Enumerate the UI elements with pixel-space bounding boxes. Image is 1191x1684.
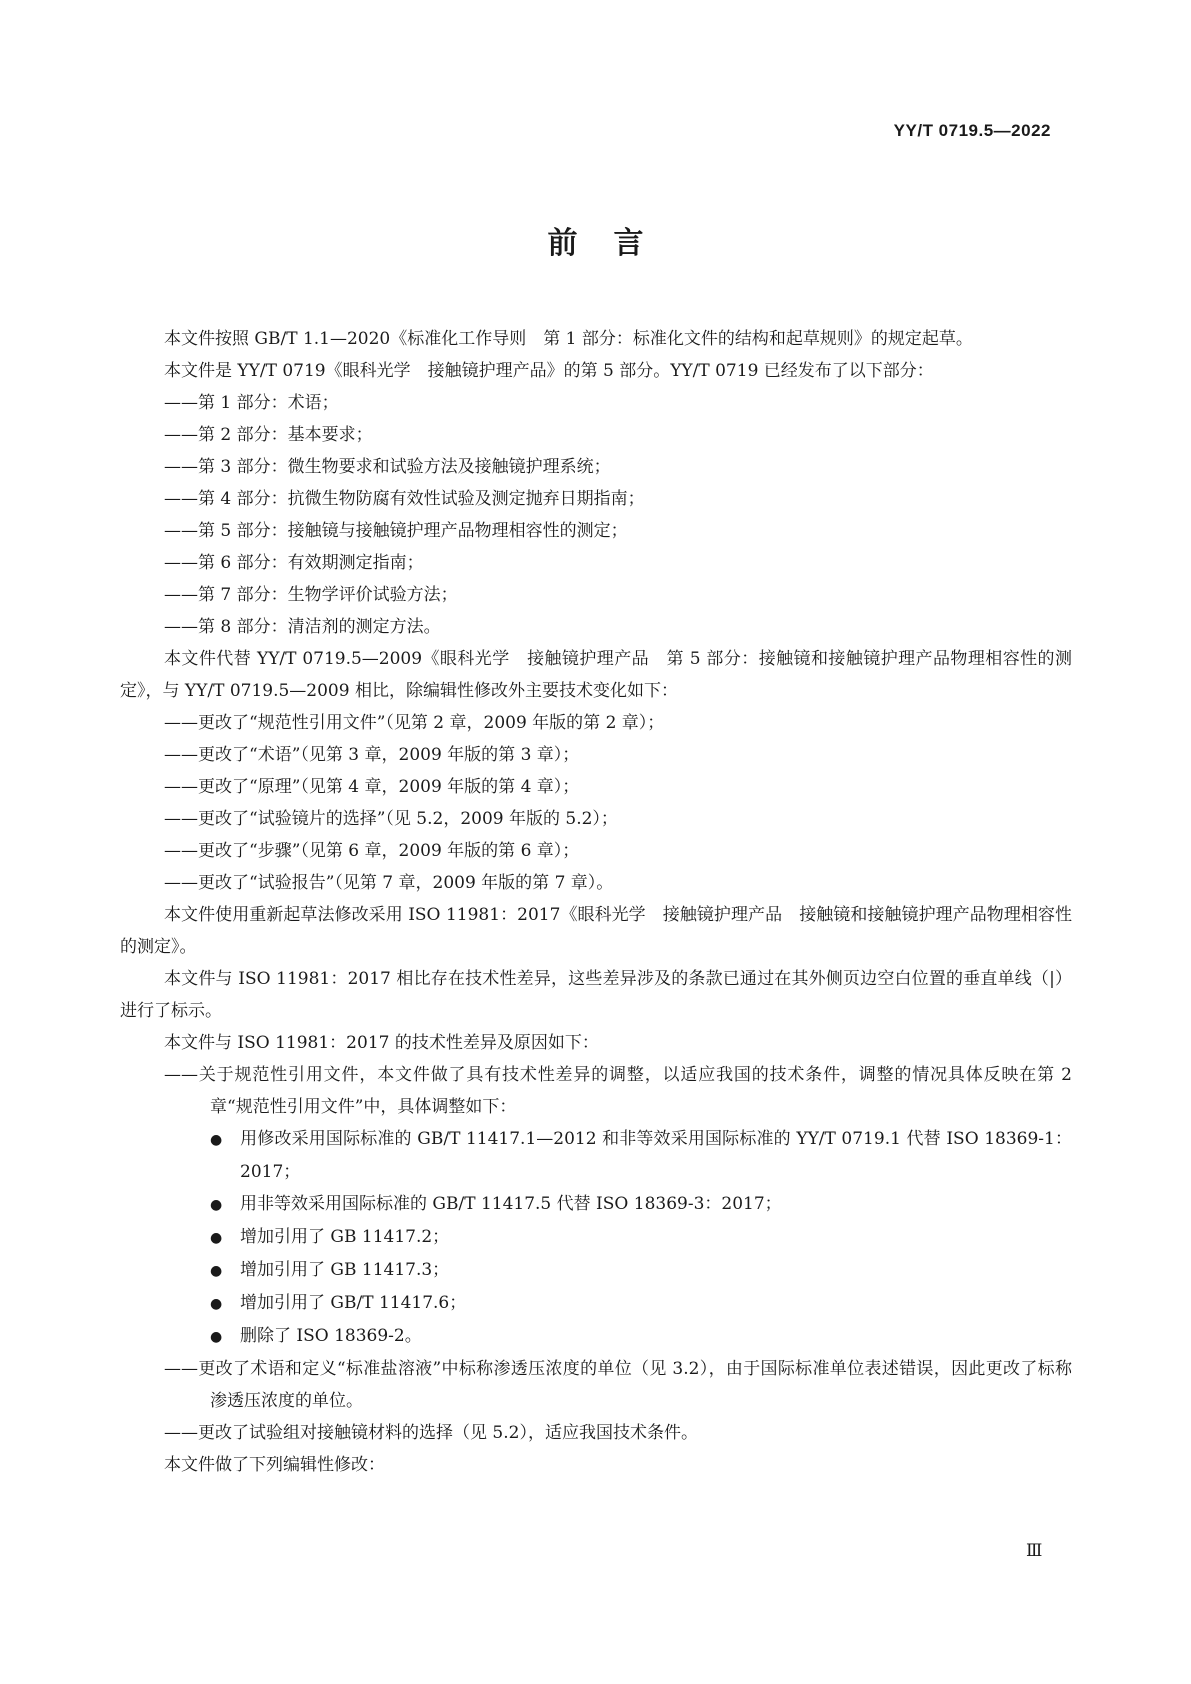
paragraph-replacement: 本文件代替 YY/T 0719.5—2009《眼科光学 接触镜护理产品 第 5 部分：接触镜和接触镜护理产品物理相容性的测定》，与 YY/T 0719.5—2009 相比，除编辑性修改外主要技术变化如下： bbox=[120, 649, 1072, 701]
paragraph-adoption: 本文件使用重新起草法修改采用 ISO 11981：2017《眼科光学 接触镜护理产品 接触镜和接触镜护理产品物理相容性的测定》。 bbox=[120, 905, 1072, 957]
list-item-change: ——更改了“原理”（见第 4 章，2009 年版的第 4 章）； bbox=[164, 777, 580, 797]
list-item-difference: ——更改了术语和定义“标准盐溶液”中标称渗透压浓度的单位（见 3.2），由于国际标准单位表述错误，因此更改了标称渗透压浓度的单位。 bbox=[164, 1359, 1072, 1411]
list-item-part: ——第 1 部分：术语； bbox=[164, 393, 339, 413]
list-item-part: ——第 8 部分：清洁剂的测定方法。 bbox=[164, 617, 441, 637]
list-item-part: ——第 6 部分：有效期测定指南； bbox=[164, 553, 424, 573]
list-item-change: ——更改了“规范性引用文件”（见第 2 章，2009 年版的第 2 章）； bbox=[164, 713, 665, 733]
paragraph-differences-intro: 本文件与 ISO 11981：2017 的技术性差异及原因如下： bbox=[164, 1033, 599, 1053]
standard-code: YY/T 0719.5—2022 bbox=[893, 121, 1051, 140]
list-item-part: ——第 2 部分：基本要求； bbox=[164, 425, 373, 445]
list-item-change: ——更改了“步骤”（见第 6 章，2009 年版的第 6 章）； bbox=[164, 841, 580, 861]
paragraph-marking: 本文件与 ISO 11981：2017 相比存在技术性差异，这些差异涉及的条款已通过在其外侧页边空白位置的垂直单线（|）进行了标示。 bbox=[120, 969, 1072, 1021]
bullet-icon: ● bbox=[210, 1263, 223, 1279]
list-item-part: ——第 5 部分：接触镜与接触镜护理产品物理相容性的测定； bbox=[164, 521, 628, 541]
list-item-part: ——第 4 部分：抗微生物防腐有效性试验及测定抛弃日期指南； bbox=[164, 489, 645, 509]
list-item-difference: ——关于规范性引用文件，本文件做了具有技术性差异的调整，以适应我国的技术条件，调整的情况具体反映在第 2 章“规范性引用文件”中，具体调整如下： bbox=[164, 1065, 1072, 1117]
bullet-icon: ● bbox=[210, 1132, 223, 1148]
bullet-text: 用修改采用国际标准的 GB/T 11417.1—2012 和非等效采用国际标准的 YY/T 0719.1 代替 ISO 18369-1：2017； bbox=[240, 1129, 1072, 1182]
bullet-item bbox=[120, 1188, 1072, 1221]
bullet-item bbox=[120, 1287, 1072, 1320]
bullet-icon: ● bbox=[210, 1296, 223, 1312]
list-item-difference: ——更改了试验组对接触镜材料的选择（见 5.2），适应我国技术条件。 bbox=[164, 1423, 698, 1443]
bullet-text: 增加引用了 GB 11417.3； bbox=[240, 1260, 450, 1280]
bullet-icon: ● bbox=[210, 1230, 223, 1246]
list-item-change: ——更改了“试验报告”（见第 7 章，2009 年版的第 7 章）。 bbox=[164, 873, 614, 893]
list-item-change: ——更改了“试验镜片的选择”（见 5.2，2009 年版的 5.2）； bbox=[164, 809, 618, 829]
list-item-change: ——更改了“术语”（见第 3 章，2009 年版的第 3 章）； bbox=[164, 745, 580, 765]
paragraph-editorial-intro: 本文件做了下列编辑性修改： bbox=[164, 1455, 385, 1475]
paragraph-series-intro: 本文件是 YY/T 0719《眼科光学 接触镜护理产品》的第 5 部分。YY/T 0719 已经发布了以下部分： bbox=[164, 361, 934, 381]
bullet-item bbox=[120, 1123, 1072, 1188]
list-item-part: ——第 7 部分：生物学评价试验方法； bbox=[164, 585, 458, 605]
bullet-text: 用非等效采用国际标准的 GB/T 11417.5 代替 ISO 18369-3：2017； bbox=[240, 1194, 782, 1214]
paragraph-drafting-rules: 本文件按照 GB/T 1.1—2020《标准化工作导则 第 1 部分：标准化文件的结构和起草规则》的规定起草。 bbox=[164, 329, 973, 349]
bullet-item bbox=[120, 1320, 1072, 1353]
bullet-icon: ● bbox=[210, 1197, 223, 1213]
bullet-text: 删除了 ISO 18369-2。 bbox=[240, 1326, 422, 1346]
bullet-icon: ● bbox=[210, 1329, 223, 1345]
page-title: 前言 bbox=[547, 226, 680, 261]
bullet-item bbox=[120, 1254, 1072, 1287]
page-number: Ⅲ bbox=[1026, 1541, 1043, 1561]
bullet-text: 增加引用了 GB/T 11417.6； bbox=[240, 1293, 467, 1313]
document-body bbox=[120, 323, 1072, 1481]
list-item-part: ——第 3 部分：微生物要求和试验方法及接触镜护理系统； bbox=[164, 457, 611, 477]
bullet-text: 增加引用了 GB 11417.2； bbox=[240, 1227, 450, 1247]
bullet-item bbox=[120, 1221, 1072, 1254]
